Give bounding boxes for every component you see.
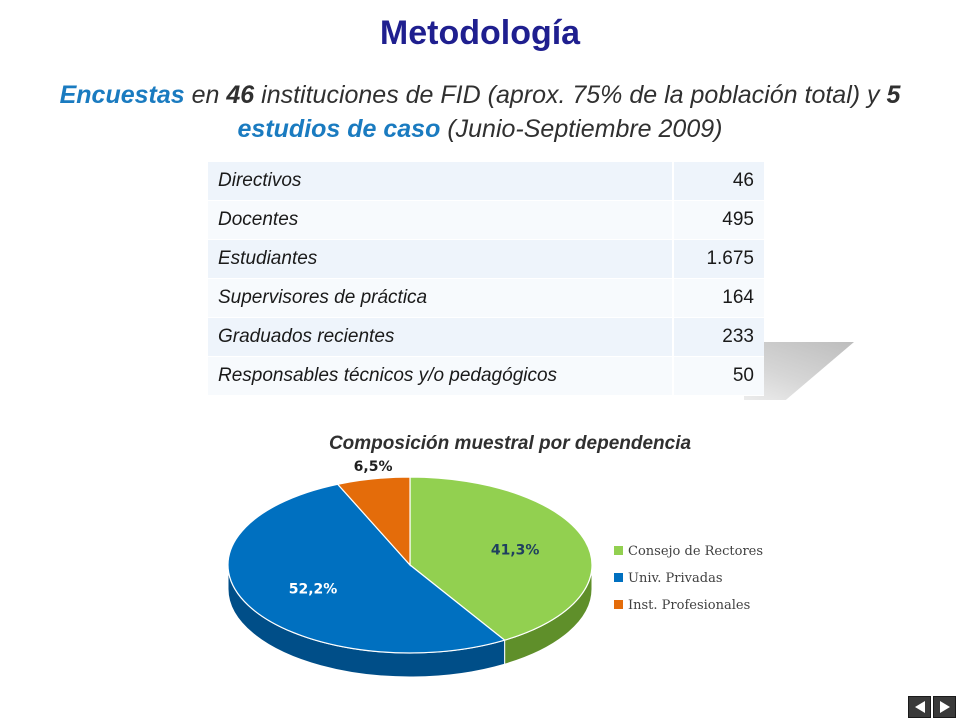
row-label: Graduados recientes <box>208 318 673 357</box>
triangle-left-icon <box>913 700 927 714</box>
row-label: Directivos <box>208 162 673 201</box>
prev-slide-button[interactable] <box>908 696 931 718</box>
triangle-right-icon <box>938 700 952 714</box>
row-label: Estudiantes <box>208 240 673 279</box>
row-value: 46 <box>673 162 764 201</box>
pie-slices <box>228 477 592 653</box>
row-value: 233 <box>673 318 764 357</box>
subtitle-text: instituciones de FID (aprox. 75% de la población total) y <box>254 81 887 109</box>
row-label: Responsables técnicos y/o pedagógicos <box>208 357 673 396</box>
row-value: 495 <box>673 201 764 240</box>
row-value: 50 <box>673 357 764 396</box>
subtitle-text: (Junio-Septiembre 2009) <box>440 115 723 143</box>
row-value: 1.675 <box>673 240 764 279</box>
row-label: Docentes <box>208 201 673 240</box>
row-value: 164 <box>673 279 764 318</box>
pie-legend <box>614 544 763 613</box>
subtitle-text: en <box>184 81 227 109</box>
next-slide-button[interactable] <box>933 696 956 718</box>
legend-entry: Inst. Profesionales <box>628 598 751 613</box>
legend-entry: Univ. Privadas <box>628 571 723 586</box>
pie-data-label: 41,3% <box>490 542 540 559</box>
pie-data-label: 52,2% <box>288 581 338 598</box>
row-label: Supervisores de práctica <box>208 279 673 318</box>
legend-swatch <box>614 546 623 555</box>
chart-title: Composición muestral por dependencia <box>328 433 692 454</box>
slide-title: Metodología <box>379 14 581 52</box>
subtitle-word-estudios: estudios de caso <box>237 115 441 143</box>
subtitle-count-institutions: 46 <box>226 81 255 109</box>
subtitle-count-cases: 5 <box>886 81 901 109</box>
legend-swatch <box>614 600 623 609</box>
slide-navigation <box>908 696 956 718</box>
pie-data-label: 6,5% <box>353 458 393 475</box>
subtitle-word-encuestas: Encuestas <box>59 81 185 109</box>
legend-entry: Consejo de Rectores <box>628 544 764 559</box>
legend-swatch <box>614 573 623 582</box>
